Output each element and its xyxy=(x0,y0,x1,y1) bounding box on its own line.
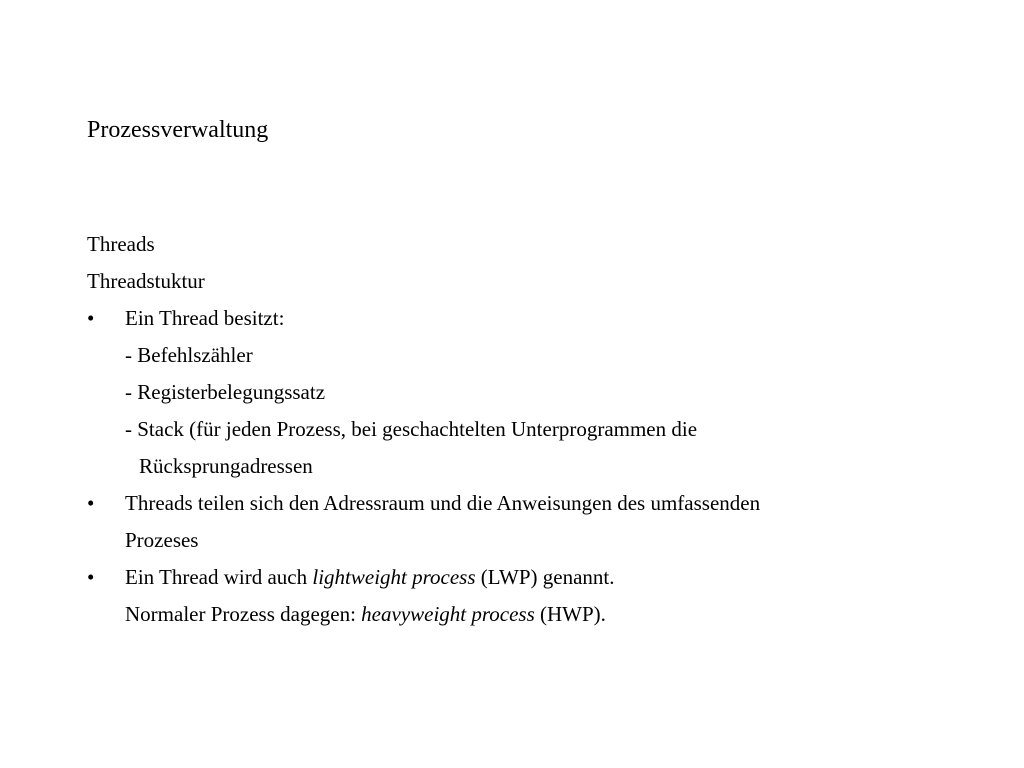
bullet-icon: • xyxy=(87,306,95,330)
text-segment: Normaler Prozess dagegen: xyxy=(125,602,362,626)
bullet-continuation: Prozeses xyxy=(125,528,199,552)
sub-item-continuation: Rücksprungadressen xyxy=(139,454,313,478)
bullet-continuation xyxy=(87,596,987,633)
bullet-item xyxy=(87,485,987,522)
italic-term: heavyweight process xyxy=(361,602,535,626)
bullet-icon: • xyxy=(87,565,95,589)
sub-item: - Registerbelegungssatz xyxy=(125,380,326,404)
section-heading: Threads xyxy=(87,232,155,256)
slide-body xyxy=(87,226,987,633)
bullet-item xyxy=(87,300,987,337)
text-segment: Ein Thread wird auch xyxy=(125,565,313,589)
italic-term: lightweight process xyxy=(312,565,476,589)
slide-title: Prozessverwaltung xyxy=(87,117,269,143)
sub-item: - Stack (für jeden Prozess, bei geschachtelten Unterprogrammen die xyxy=(125,417,698,441)
bullet-item xyxy=(87,559,987,596)
bullet-text: Threads teilen sich den Adressraum und die Anweisungen des umfassenden xyxy=(125,491,761,515)
section-subheading: Threadstuktur xyxy=(87,269,205,293)
text-segment: (HWP). xyxy=(534,602,606,626)
sub-item: - Befehlszähler xyxy=(125,343,253,367)
text-segment: (LWP) genannt. xyxy=(475,565,615,589)
bullet-text: Ein Thread besitzt: xyxy=(125,306,285,330)
bullet-icon: • xyxy=(87,491,95,515)
bullet-text xyxy=(125,559,615,596)
